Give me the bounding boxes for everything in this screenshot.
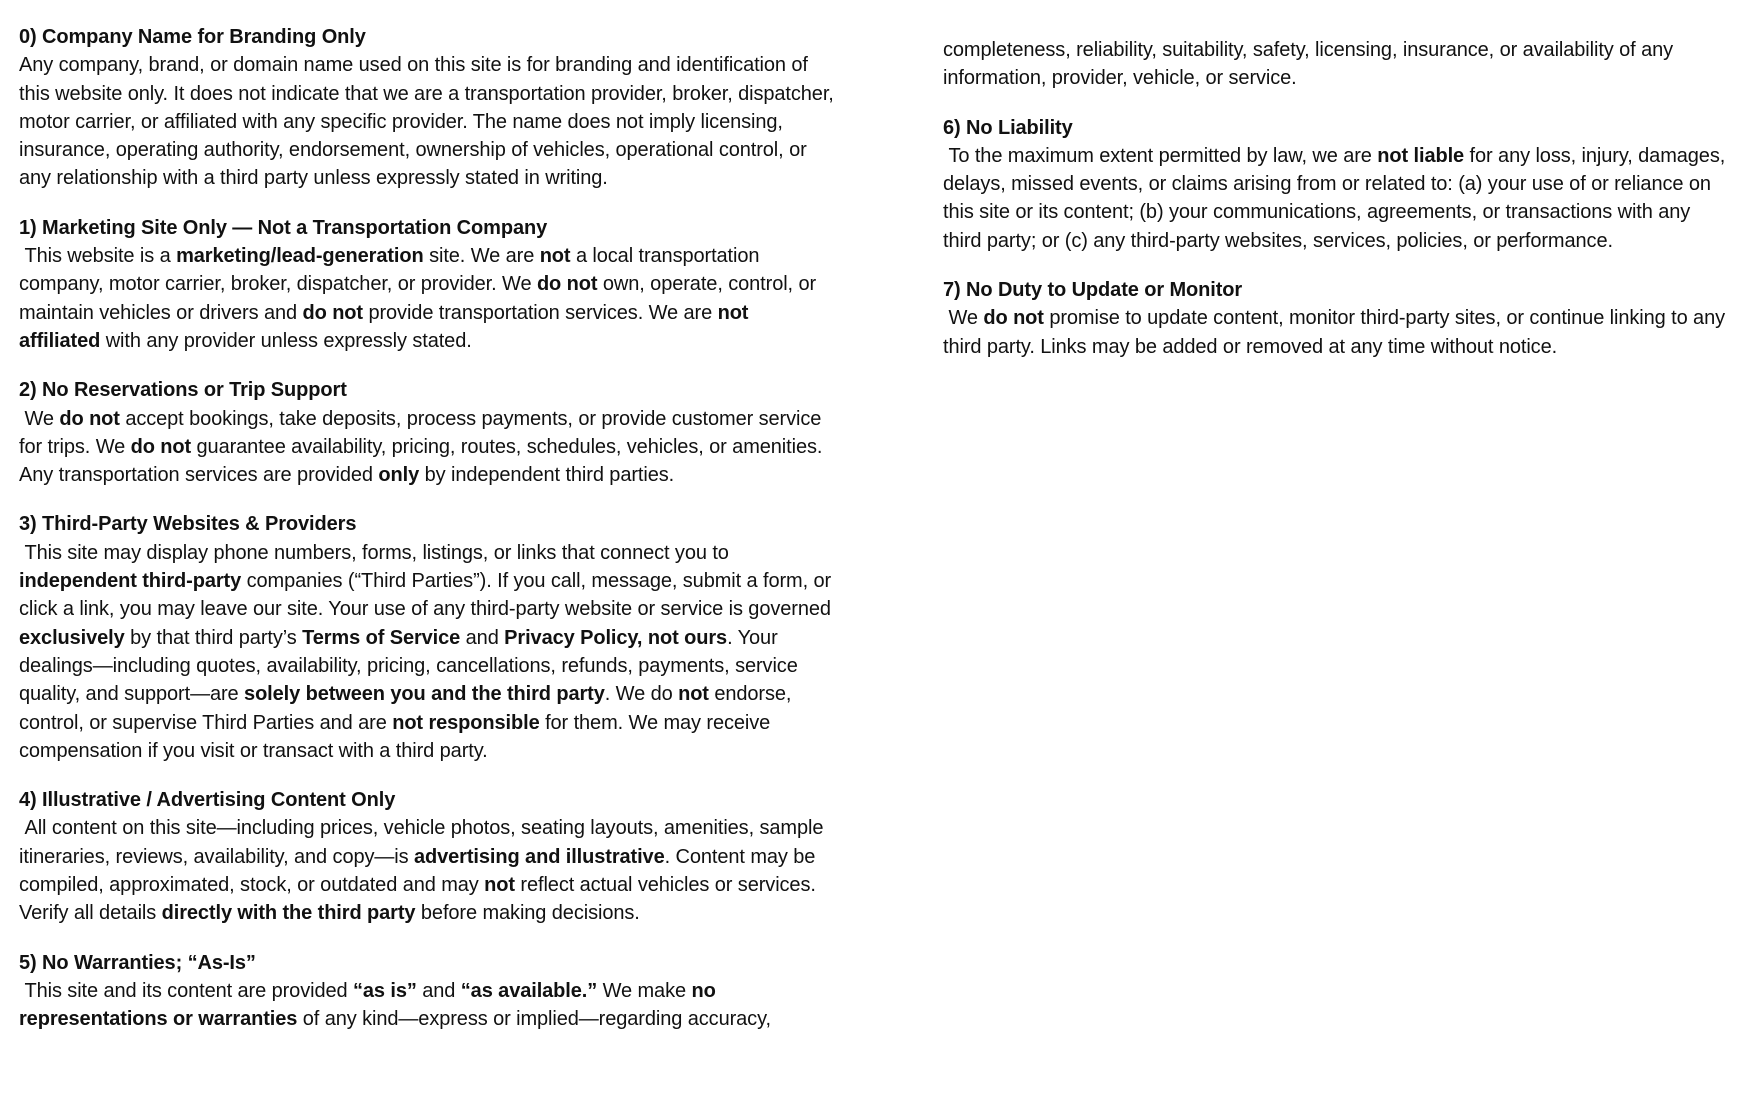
text-segment: not ours [647,626,728,649]
right-column [943,23,1732,1113]
text-segment: do not [983,307,1044,330]
text-segment: directly with the third party [161,902,416,925]
text-segment: provide transportation services. We are [362,301,718,324]
text-segment: . We do [604,683,679,706]
text-segment: “as available.” [460,979,598,1002]
section-illustrative-content [19,786,834,927]
text-segment: not [678,683,709,706]
text-segment: advertising and illustrative [414,845,665,868]
section-body [943,39,1679,89]
text-segment: not affiliated [19,301,754,352]
text-segment: Any company, brand, or domain name used on this site is for branding and identification of this website only. It does not indicate that we are a transportation provider, broker, dispatcher, motor carrier, or affiliated with any specific provider. The name does not imply licensing, insurance, operating authority, endorsement, ownership of vehicles, operational control, or any relationship with a third party unless expressly stated in writing. [19,54,840,190]
text-segment: solely between you and the third party [244,683,605,706]
left-column [19,23,840,1113]
text-segment: This site may display phone numbers, forms, listings, or links that connect you to [19,541,735,564]
text-segment: . Content may be compiled, approximated, stock, or outdated and may [19,845,821,897]
text-segment: for them. We may receive compensation if you visit or transact with a third party. [19,711,776,762]
section-heading: 4) Illustrative / Advertising Content Only [19,789,396,812]
section-no-liability [943,114,1732,255]
text-segment: of any kind—express or implied—regarding accuracy, [297,1008,771,1031]
text-segment: . Your dealings—including quotes, availability, pricing, cancellations, refunds, payments, service quality, and support—are [19,626,804,706]
section-body [19,245,822,352]
text-segment: This site and its content are provided [19,979,353,1002]
section-branding-only [19,23,840,193]
text-segment: do not [302,301,363,324]
section-no-reservations [19,376,834,489]
section-heading: 0) Company Name for Branding Only [19,26,366,48]
text-segment: and [460,626,505,649]
section-body [943,307,1730,357]
section-body [19,980,771,1030]
text-segment: do not [130,435,192,458]
text-segment: marketing/lead-generation [176,245,424,268]
text-segment: for any loss, injury, damages, delays, missed events, or claims arising from or related to: (a) your use of or reliance on this site or its content; (b) your communications, agreements, or transactions with any third party; or (c) any third-party websites, services, policies, or performance. [943,144,1731,252]
text-segment: exclusively [19,626,125,649]
section-third-party-websites [19,510,837,765]
text-segment: no representations or warranties [19,979,722,1031]
text-segment: To the maximum extent permitted by law, we are [943,144,1378,167]
text-segment: We make [597,979,692,1002]
text-segment: with any provider unless expressly stated. [100,329,472,352]
section-body [19,542,837,762]
text-segment: before making decisions. [415,902,640,925]
section-body [19,408,827,487]
text-segment: endorse, control, or supervise Third Parties and are [19,683,797,734]
text-segment: independent third-party [19,570,242,593]
text-segment: “as is” [352,979,417,1002]
section-marketing-site-only [19,214,834,355]
section-heading: 7) No Duty to Update or Monitor [943,279,1243,302]
section-heading: 3) Third-Party Websites & Providers [19,513,357,536]
text-segment: We [943,307,984,330]
section-heading: 5) No Warranties; “As-Is” [19,951,256,974]
text-segment: site. We are [423,245,540,268]
text-segment: and [416,979,461,1002]
section-body [943,145,1731,252]
text-segment: We [19,407,60,430]
text-segment: own, operate, control, or maintain vehicles or drivers and [19,273,822,324]
text-segment: not [484,874,515,897]
text-segment: accept bookings, take deposits, process payments, or provide customer service for trips. We [19,407,827,458]
text-segment: do not [59,407,120,430]
text-segment: by independent third parties. [419,464,675,487]
text-segment: reflect actual vehicles or services. Verify all details [19,874,822,925]
text-segment: by that third party’s [124,626,303,649]
text-segment: This website is a [19,245,177,268]
section-no-duty-to-update [943,276,1732,361]
text-segment: not responsible [392,711,540,734]
section-heading: 1) Marketing Site Only — Not a Transportation Company [19,216,548,239]
section-heading: 6) No Liability [943,116,1073,139]
section-body [19,54,839,189]
section-body [19,817,829,924]
text-segment: promise to update content, monitor third-party sites, or continue linking to any third party. Links may be added or removed at any time without notice. [943,307,1731,358]
text-segment: do not [536,273,598,296]
text-segment: not liable [1377,144,1465,167]
text-segment: Privacy Policy, [504,626,643,649]
text-segment: a local transportation company, motor carrier, broker, dispatcher, or provider. We [19,245,765,296]
text-segment: All content on this site—including prices, vehicle photos, seating layouts, amenities, sample itineraries, reviews, availability, and copy—is [19,817,829,868]
text-segment: only [378,464,420,487]
text-segment: companies (“Third Parties”). If you call, message, submit a form, or click a link, you may leave our site. Your use of any third-party website or service is governed [19,570,837,621]
text-segment: not [539,245,571,268]
section-no-warranties-continued [943,36,1732,93]
section-no-warranties [19,949,834,1034]
text-segment: Terms of Service [302,626,461,649]
text-segment: guarantee availability, pricing, routes, schedules, vehicles, or amenities. Any transportation services are provided [19,435,827,487]
text-segment: completeness, reliability, suitability, safety, licensing, insurance, or availability of any information, provider, vehicle, or service. [943,39,1679,90]
section-heading: 2) No Reservations or Trip Support [19,379,347,402]
